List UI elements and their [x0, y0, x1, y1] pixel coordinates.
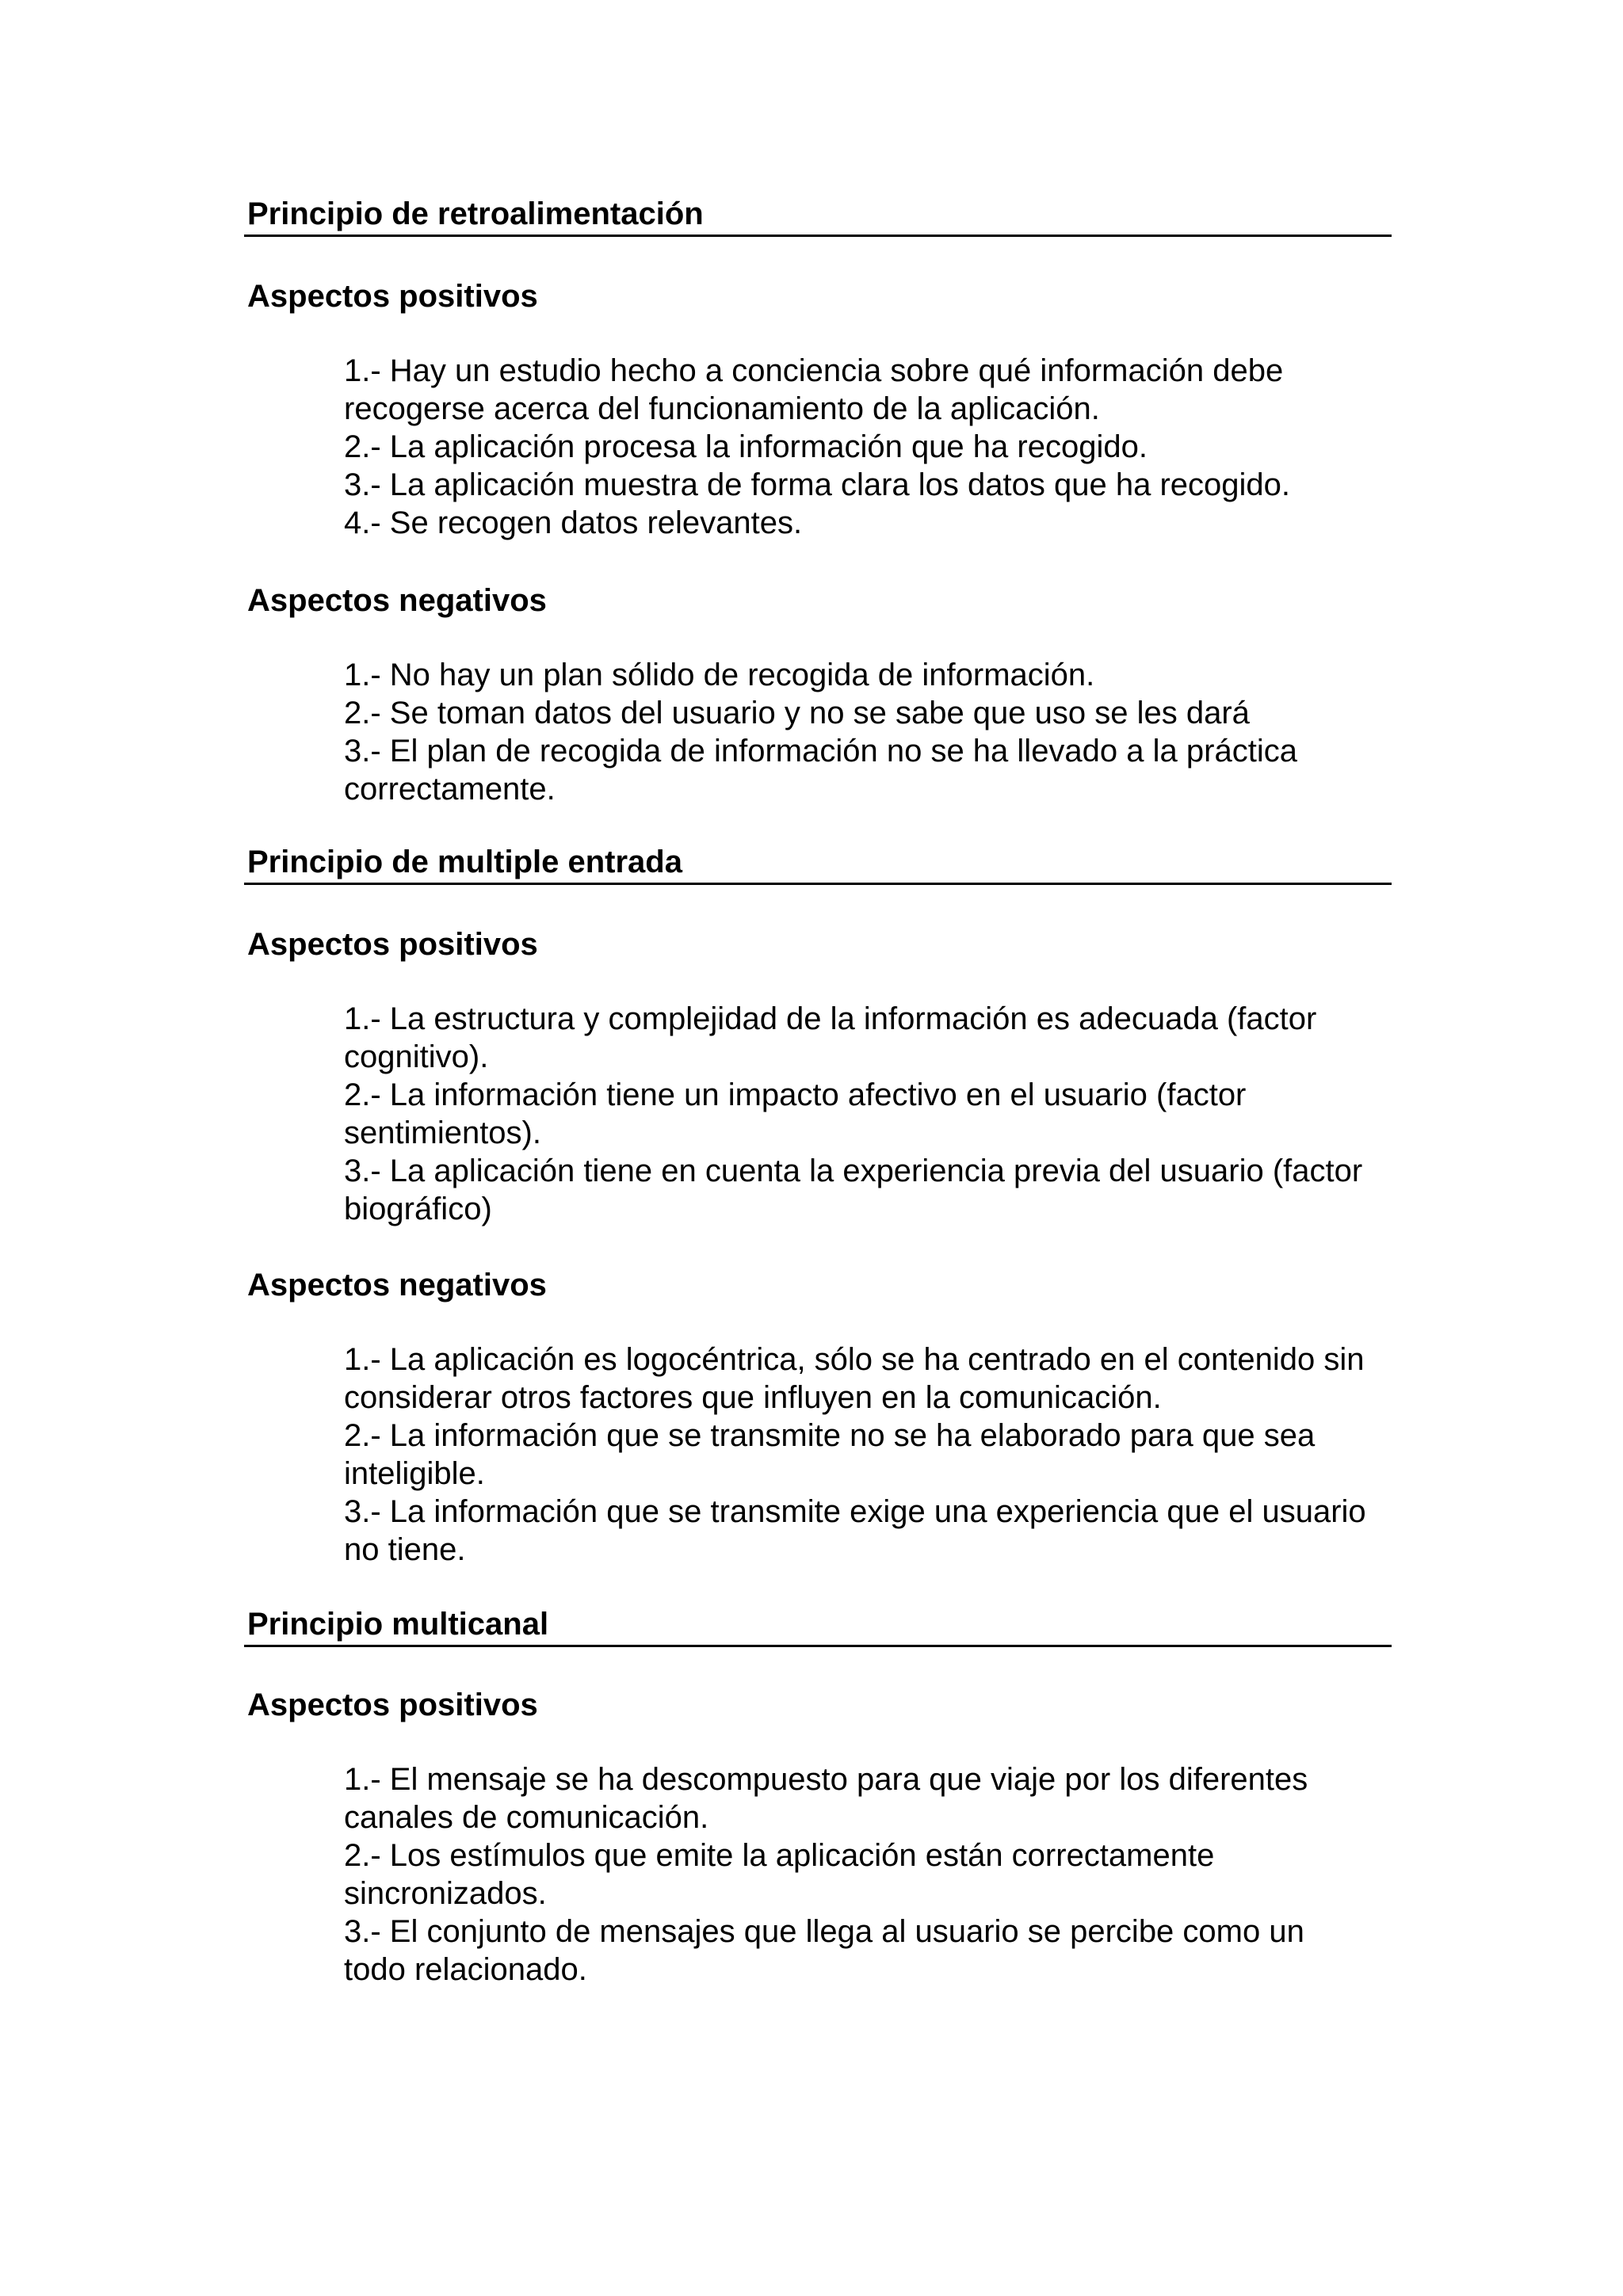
list-item: 1.- No hay un plan sólido de recogida de información. [344, 658, 1095, 692]
list-item: 1.- La estructura y complejidad de la información es adecuada (factor cognitivo). [344, 1001, 1317, 1074]
list-item: 3.- El plan de recogida de información no se ha llevado a la práctica correctamente. [344, 734, 1297, 807]
negative-aspects-heading: Aspectos negativos [247, 583, 547, 618]
list-item: 3.- La aplicación tiene en cuenta la experiencia previa del usuario (factor biográfico) [344, 1154, 1363, 1226]
list-item: 2.- La información tiene un impacto afectivo en el usuario (factor sentimientos). [344, 1077, 1247, 1150]
list-item: 1.- El mensaje se ha descompuesto para que viaje por los diferentes canales de comunicación. [344, 1762, 1308, 1835]
negative-aspects-list [344, 656, 1374, 808]
positive-aspects-heading: Aspectos positivos [247, 927, 538, 962]
positive-aspects-heading: Aspectos positivos [247, 1688, 538, 1722]
list-item: 2.- La información que se transmite no se ha elaborado para que sea inteligible. [344, 1418, 1316, 1491]
positive-aspects-heading: Aspectos positivos [247, 279, 538, 314]
list-item: 2.- La aplicación procesa la información que ha recogido. [344, 429, 1148, 464]
positive-aspects-list [344, 1760, 1374, 1989]
positive-aspects-list [344, 352, 1374, 542]
list-item: 3.- La información que se transmite exige una experiencia que el usuario no tiene. [344, 1494, 1366, 1567]
list-item: 3.- La aplicación muestra de forma clara los datos que ha recogido. [344, 467, 1291, 502]
list-item: 4.- Se recogen datos relevantes. [344, 505, 803, 540]
negative-aspects-heading: Aspectos negativos [247, 1268, 547, 1302]
list-item: 1.- Hay un estudio hecho a conciencia sobre qué información debe recogerse acerca del funcionamiento de la aplicación. [344, 353, 1284, 426]
list-item: 2.- Los estímulos que emite la aplicación están correctamente sincronizados. [344, 1838, 1215, 1911]
positive-aspects-list [344, 1000, 1374, 1228]
list-item: 2.- Se toman datos del usuario y no se sabe que uso se les dará [344, 696, 1250, 730]
section-title: Principio de retroalimentación [244, 195, 1392, 237]
section-title: Principio multicanal [244, 1605, 1392, 1647]
negative-aspects-list [344, 1341, 1374, 1569]
list-item: 3.- El conjunto de mensajes que llega al usuario se percibe como un todo relacionado. [344, 1914, 1304, 1987]
section-title: Principio de multiple entrada [244, 843, 1392, 885]
list-item: 1.- La aplicación es logocéntrica, sólo se ha centrado en el contenido sin considerar otros factores que influyen en la comunicación. [344, 1342, 1365, 1415]
